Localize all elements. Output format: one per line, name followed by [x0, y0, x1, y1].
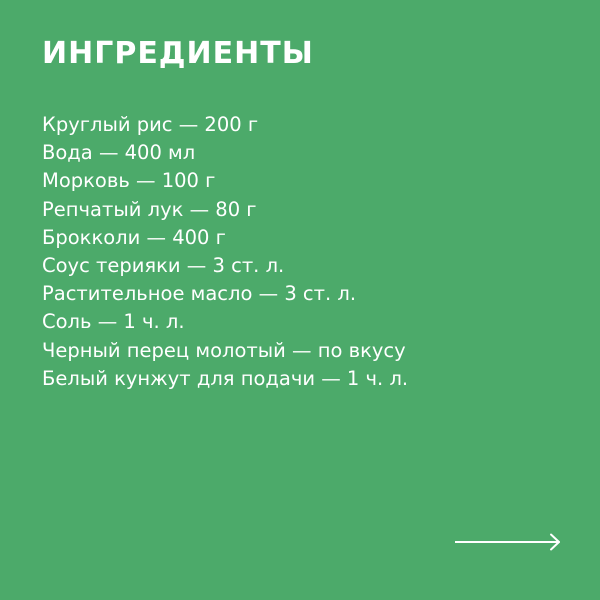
ingredient-item: Растительное масло — 3 ст. л. [42, 282, 357, 306]
ingredient-item: Соус терияки — 3 ст. л. [42, 254, 285, 278]
ingredient-list [42, 111, 408, 393]
ingredient-item: Соль — 1 ч. л. [42, 310, 185, 334]
ingredient-item: Черный перец молотый — по вкусу [42, 338, 406, 362]
ingredient-item: Репчатый лук — 80 г [42, 197, 257, 221]
ingredient-item: Брокколи — 400 г [42, 225, 226, 249]
page-title: ИНГРЕДИЕНТЫ [42, 36, 314, 71]
arrow-right-icon[interactable] [455, 532, 561, 552]
ingredient-item: Круглый рис — 200 г [42, 113, 259, 136]
ingredient-item: Вода — 400 мл [42, 141, 196, 165]
ingredient-item: Белый кунжут для подачи — 1 ч. л. [42, 366, 409, 390]
ingredient-item: Морковь — 100 г [42, 169, 216, 193]
